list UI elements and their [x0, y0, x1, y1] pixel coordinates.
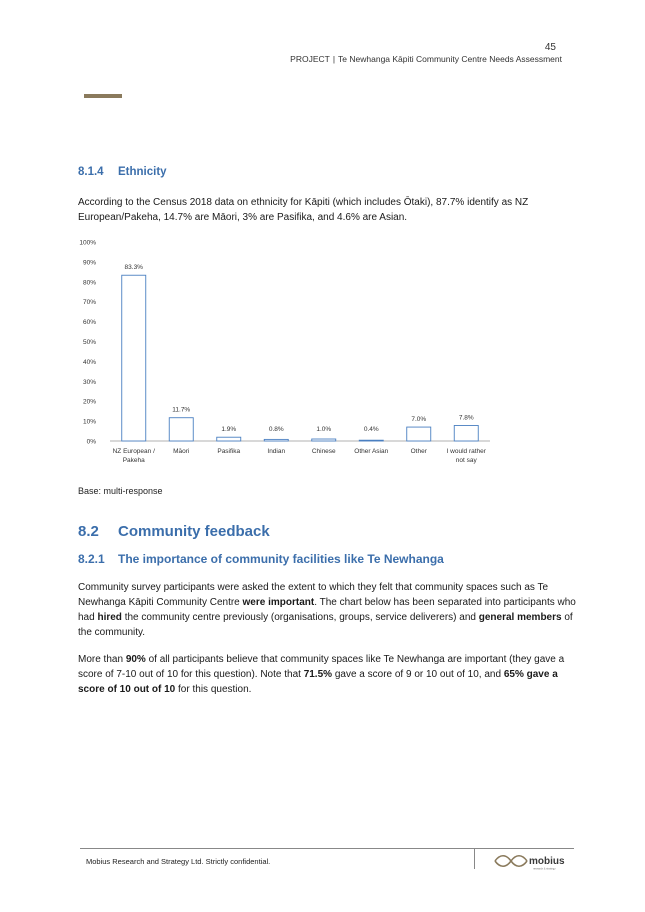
data-label: 83.3%	[124, 264, 143, 272]
section-title: Community feedback	[118, 523, 270, 540]
running-header-separator: |	[332, 54, 336, 64]
section-number: 8.1.4	[78, 166, 104, 178]
x-tick-label: NZ European /	[112, 448, 155, 455]
mobius-loop-icon	[495, 856, 527, 867]
data-label: 0.8%	[268, 426, 284, 433]
running-header	[290, 54, 562, 64]
data-label: 7.8%	[458, 414, 474, 422]
text-run: of the community.	[78, 612, 573, 638]
running-header-project: PROJECT	[290, 54, 330, 64]
header-rule	[84, 94, 122, 98]
section-title: Ethnicity	[118, 166, 167, 178]
text-run: the community centre previously (organisations, groups, service deliverers) and	[121, 612, 479, 623]
y-tick-label: 100%	[79, 239, 96, 247]
y-tick-label: 10%	[82, 418, 96, 426]
section-number: 8.2	[78, 523, 99, 540]
x-tick-label: Māori	[173, 448, 190, 455]
x-tick-label: not say	[455, 457, 477, 464]
data-label: 7.0%	[411, 416, 427, 424]
logo-wordmark: mobius	[529, 856, 565, 867]
x-tick-label: Chinese	[311, 448, 336, 455]
mobius-logo	[492, 851, 572, 871]
ethnicity-bar-chart	[60, 232, 490, 472]
importance-paragraph	[78, 580, 578, 640]
bold-run: hired	[97, 612, 122, 623]
ethnicity-intro-text: According to the Census 2018 data on ethnicity for Kāpiti (which includes Ōtaki), 87.7% identify as NZ European/Pakeha, 14.7% are Māori, 3% are Pasifika, and 4.6% are Asian.	[78, 197, 529, 223]
logo-tagline: research & strategy	[533, 867, 556, 871]
bold-run: were important	[242, 597, 315, 608]
page-number: 45	[544, 42, 556, 53]
x-tick-label: Other	[410, 448, 427, 455]
section-number: 8.2.1	[78, 552, 105, 566]
data-label: 1.9%	[221, 426, 237, 433]
text-run: . The chart below has been separated into participants who had	[78, 597, 576, 623]
data-label: 1.0%	[316, 426, 332, 433]
section-heading-community-feedback	[78, 523, 270, 540]
bar	[407, 427, 431, 441]
bar	[359, 440, 383, 441]
text-run: Community survey participants were asked the extent to which they felt that community spaces such as Te Newhanga Kāpiti Community Centre	[78, 582, 549, 608]
bold-run: 71.5%	[303, 669, 333, 680]
data-label: 0.4%	[363, 426, 379, 433]
ethnicity-intro-paragraph	[78, 195, 578, 225]
bar	[169, 418, 193, 441]
y-tick-label: 40%	[82, 358, 96, 366]
bar	[454, 425, 478, 441]
y-tick-label: 30%	[82, 378, 96, 386]
y-tick-label: 90%	[82, 259, 96, 267]
y-tick-label: 60%	[82, 319, 96, 327]
data-label: 11.7%	[172, 406, 191, 414]
footer-divider	[474, 849, 475, 869]
x-tick-label: Pakeha	[122, 457, 145, 464]
bar	[264, 439, 288, 441]
section-heading-ethnicity	[78, 166, 167, 178]
y-tick-label: 70%	[82, 299, 96, 307]
bold-run: 90%	[125, 654, 146, 665]
footer-confidentiality: Mobius Research and Strategy Ltd. Strictly confidential.	[86, 857, 271, 866]
bar	[122, 275, 146, 441]
base-note: Base: multi-response	[78, 486, 163, 496]
bar	[217, 437, 241, 441]
results-paragraph	[78, 652, 578, 697]
section-heading-importance	[78, 552, 444, 566]
text-run: for this question.	[175, 684, 252, 695]
bold-run: 65% gave a score of 10 out of 10	[78, 669, 558, 695]
footer-rule	[80, 848, 574, 849]
bold-run: general members	[478, 612, 562, 623]
y-tick-label: 80%	[82, 279, 96, 287]
y-tick-label: 20%	[82, 398, 96, 406]
text-run: of all participants believe that community spaces like Te Newhanga are important (they gave a score of 7-10 out of 10 for this question). Note that	[78, 654, 565, 680]
bar	[312, 439, 336, 441]
importance-text	[78, 580, 578, 640]
y-tick-label: 50%	[82, 339, 96, 346]
text-run: More than	[78, 654, 126, 665]
text-run: gave a score of 9 or 10 out of 10, and	[332, 669, 504, 680]
section-title: The importance of community facilities like Te Newhanga	[118, 552, 444, 566]
y-tick-label: 0%	[86, 438, 96, 446]
x-tick-label: I would rather	[446, 448, 486, 455]
x-tick-label: Pasifika	[217, 448, 241, 455]
running-header-title: Te Newhanga Kāpiti Community Centre Needs Assessment	[338, 54, 562, 64]
x-tick-label: Indian	[267, 448, 286, 455]
results-text	[78, 652, 578, 697]
x-tick-label: Other Asian	[354, 448, 389, 455]
